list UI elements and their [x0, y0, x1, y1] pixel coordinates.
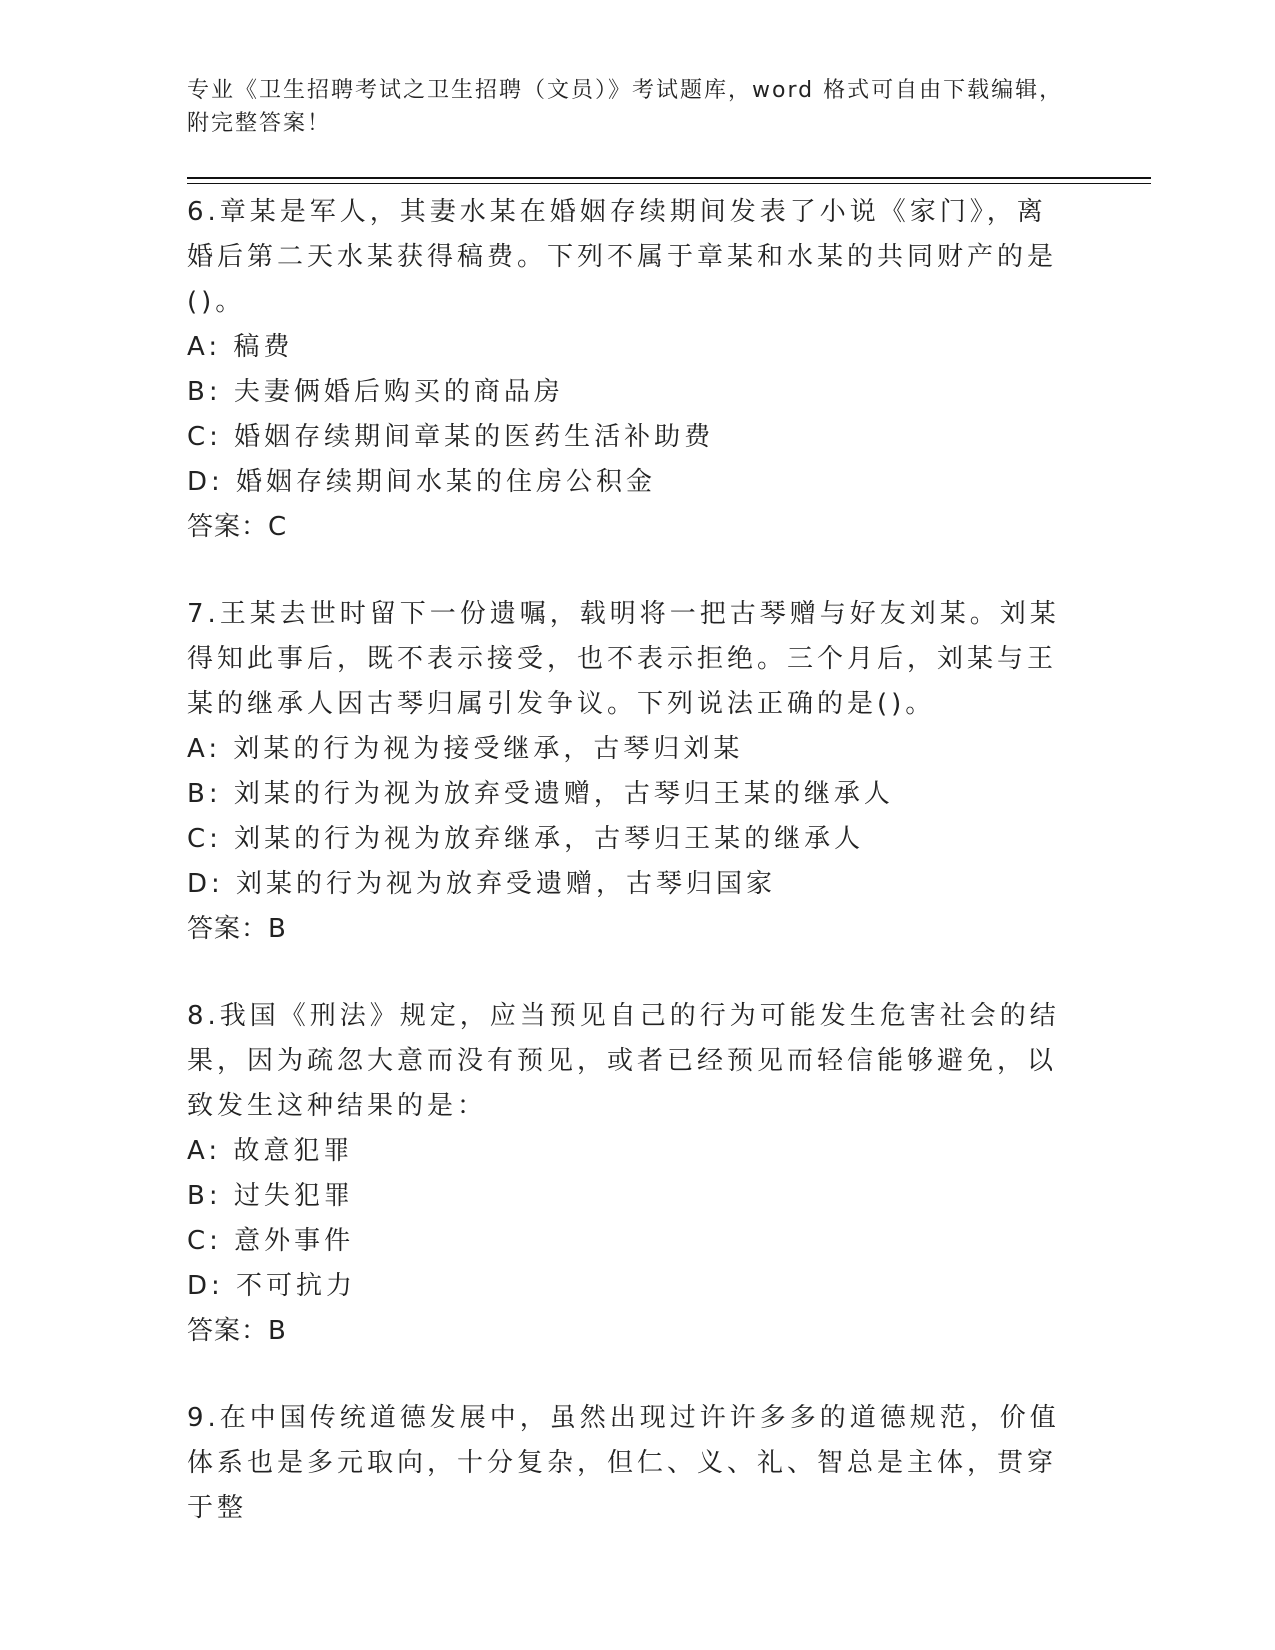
question-stem: 7.王某去世时留下一份遗嘱，载明将一把古琴赠与好友刘某。刘某得知此事后，既不表示接受，也不表示拒绝。三个月后，刘某与王某的继承人因古琴归属引发争议。下列说法正确的是()。 [187, 599, 1060, 719]
answer-line: 答案：B [187, 1316, 287, 1346]
question-list [187, 190, 1067, 1573]
option-d: D: 婚姻存续期间水某的住房公积金 [187, 467, 657, 497]
option-b: B: 过失犯罪 [187, 1181, 354, 1211]
answer-line: 答案：B [187, 914, 287, 944]
option-b: B: 刘某的行为视为放弃受遗赠，古琴归王某的继承人 [187, 779, 894, 809]
option-a: A: 刘某的行为视为接受继承，古琴归刘某 [187, 734, 744, 764]
document-header-intro: 专业《卫生招聘考试之卫生招聘（文员）》考试题库，word 格式可自由下载编辑，附完整答案！ [187, 78, 1064, 136]
question-8 [187, 994, 1067, 1354]
option-c: C: 意外事件 [187, 1226, 355, 1256]
header-divider-thick [187, 177, 1151, 179]
option-a: A: 稿费 [187, 332, 294, 362]
question-stem: 6.章某是军人，其妻水某在婚姻存续期间发表了小说《家门》，离婚后第二天水某获得稿费。下列不属于章某和水某的共同财产的是()。 [187, 197, 1058, 317]
option-c: C: 刘某的行为视为放弃继承，古琴归王某的继承人 [187, 824, 865, 854]
option-b: B: 夫妻俩婚后购买的商品房 [187, 377, 564, 407]
option-a: A: 故意犯罪 [187, 1136, 354, 1166]
question-7 [187, 592, 1067, 952]
question-stem: 9.在中国传统道德发展中，虽然出现过许许多多的道德规范，价值体系也是多元取向，十分复杂，但仁、义、礼、智总是主体，贯穿于整 [187, 1403, 1060, 1523]
answer-line: 答案：C [187, 512, 288, 542]
question-9 [187, 1396, 1067, 1531]
question-stem: 8.我国《刑法》规定，应当预见自己的行为可能发生危害社会的结果，因为疏忽大意而没有预见，或者已经预见而轻信能够避免，以致发生这种结果的是： [187, 1001, 1060, 1121]
option-d: D: 不可抗力 [187, 1271, 357, 1301]
option-d: D: 刘某的行为视为放弃受遗赠，古琴归国家 [187, 869, 777, 899]
question-6 [187, 190, 1067, 550]
option-c: C: 婚姻存续期间章某的医药生活补助费 [187, 422, 715, 452]
header-divider-thin [187, 183, 1151, 184]
